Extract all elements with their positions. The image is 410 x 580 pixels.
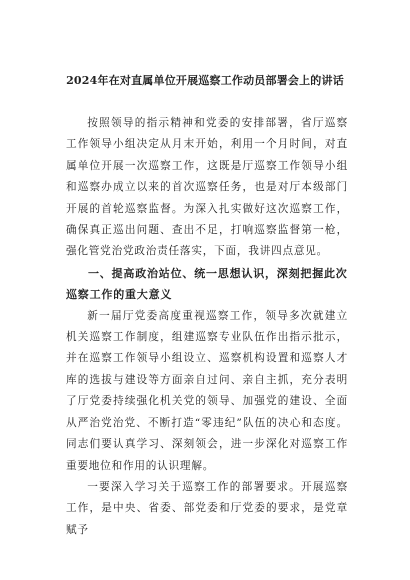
section-paragraph-1: 新一届厅党委高度重视巡察工作，领导多次就建立机关巡察工作制度，组建巡察专业队伍作出指示批示，并在巡察工作领导小组设立、巡察机构设置和巡察人才库的选拔与建设等方面亲自过问、亲自主抓，充分表明了厅党委持续强化机关党的领导、加强党的建设、全面从严治党治党、不断打造“零违纪”队伍的决心和态度。同志们要认真学习、深刻领会，进一步深化对巡察工作重要地位和作用的认识理解。 — [66, 309, 348, 472]
section-paragraph-2: 一要深入学习关于巡察工作的部署要求。开展巡察工作，是中央、省委、部党委和厅党委的要求，是党章赋予 — [66, 480, 348, 536]
document-body — [66, 113, 348, 541]
section-heading: 一、提高政治站位、统一思想认识，深刻把握此次巡察工作的重大意义 — [66, 266, 348, 302]
document-title: 2024年在对直属单位开展巡察工作动员部署会上的讲话 — [66, 74, 344, 87]
intro-paragraph: 按照领导的指示精神和党委的安排部署，省厅巡察工作领导小组决定从月末开始，利用一个月时间，对直属单位开展一次巡察工作，这既是厅巡察工作领导小组和巡察办成立以来的首次巡察任务，也是对厅本级部门开展的首轮巡察监督。为深入扎实做好这次巡察工作，确保真正巡出问题、查出不足，打响巡察监督第一枪，强化管党治党政治责任落实，下面，我讲四点意见。 — [66, 117, 348, 258]
